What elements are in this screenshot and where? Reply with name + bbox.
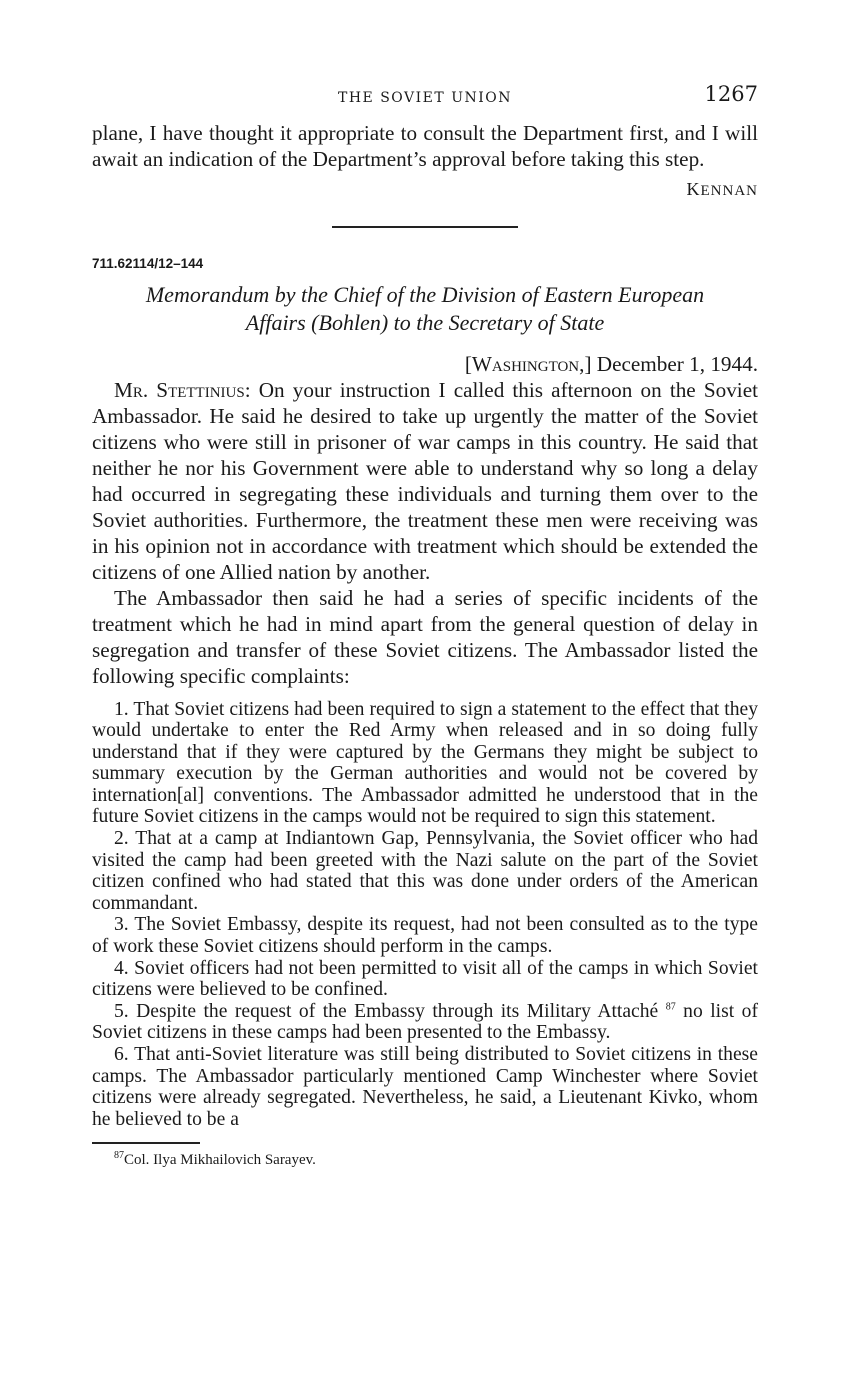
file-number: 711.62114/12–144 — [92, 255, 204, 271]
footnote-divider — [92, 1142, 200, 1144]
running-head: THE SOVIET UNION — [338, 90, 512, 106]
section-divider — [332, 226, 518, 228]
complaint-item: 4. Soviet officers had not been permitted to visit all of the camps in which Soviet citizens were believed to be confined. — [92, 957, 758, 1001]
memorandum-body — [92, 377, 758, 689]
footnote-text: Col. Ilya Mikhailovich Sarayev. — [124, 1151, 316, 1168]
complaint-item: 3. The Soviet Embassy, despite its request, had not been consulted as to the type of work these Soviet citizens should perform in the camps. — [92, 914, 758, 958]
carryover-section — [92, 120, 758, 204]
complaint-item: 2. That at a camp at Indiantown Gap, Pennsylvania, the Soviet officer who had visited the camp had been greeted with the Nazi salute on the part of the Soviet citizen confined who had stated that this was done under orders of the American commandant. — [92, 828, 758, 914]
complaint-5-after: no list of Soviet citizens in these camps had been presented to the Embassy. — [92, 1000, 758, 1044]
salutation-initial: M — [114, 377, 133, 402]
title-line-2: Affairs (Bohlen) to the Secretary of State — [245, 309, 605, 335]
footnote — [92, 1149, 758, 1169]
dateline-place: ashington — [491, 351, 580, 376]
dateline — [92, 351, 758, 377]
document-title — [92, 281, 758, 337]
page-header — [92, 84, 758, 120]
complaint-5-before: 5. Despite the request of the Embassy through its Military Attaché — [114, 1000, 659, 1022]
page-number: 1267 — [704, 82, 758, 106]
salutation-name: r. Stettinius — [132, 377, 245, 402]
footnote-marker: 87 — [114, 1149, 124, 1161]
complaint-item: 1. That Soviet citizens had been required to sign a statement to the effect that they would undertake to enter the Red Army when released and in so doing fully understand that if they were captured by the Germans they might be subject to summary execution by the German authorities and would not be covered by internation[al] conventions. The Ambassador admitted he understood that in the future Soviet citizens in the camps would not be required to sign this statement. — [92, 698, 758, 828]
title-line-1: Memorandum by the Chief of the Division of Eastern European — [145, 281, 705, 307]
signature-initial: K — [686, 179, 701, 199]
document-page — [92, 84, 758, 1169]
signature-rest: ENNAN — [700, 183, 758, 199]
dateline-place-open: [W — [464, 351, 492, 376]
complaint-item — [92, 1001, 758, 1044]
paragraph-1 — [92, 377, 758, 585]
complaint-item: 6. That anti-Soviet literature was still being distributed to Soviet citizens in these camps. The Ambassador particularly mentioned Camp Winchester where Soviet citizens were already segregated. Nevertheless, he said, a Lieutenant Kivko, whom he believed to be a — [92, 1044, 758, 1130]
complaints-list — [92, 699, 758, 1131]
paragraph-1-text: : On your instruction I called this afternoon on the Soviet Ambassador. He said he desired to take up urgently the matter of the Soviet citizens who were still in prisoner of war camps in this country. He said that neither he nor his Government were able to understand why so long a delay had occurred in segregating these individuals and turning them over to the Soviet authorities. Furthermore, the treatment these men were receiving was in his opinion not in accordance with treatment which should be extended the citizens of one Allied nation by another. — [92, 377, 758, 584]
dateline-date: ,] December 1, 1944. — [579, 351, 758, 376]
paragraph-2: The Ambassador then said he had a series of specific incidents of the treatment which he had in mind apart from the general question of delay in segregation and transfer of these Soviet citizens. The Ambassador listed the following specific complaints: — [92, 585, 758, 688]
signature — [92, 176, 758, 204]
footnote-reference[interactable]: 87 — [665, 1001, 676, 1013]
carryover-paragraph: plane, I have thought it appropriate to consult the Department first, and I will await an indication of the Department’s approval before taking this step. — [92, 121, 758, 171]
